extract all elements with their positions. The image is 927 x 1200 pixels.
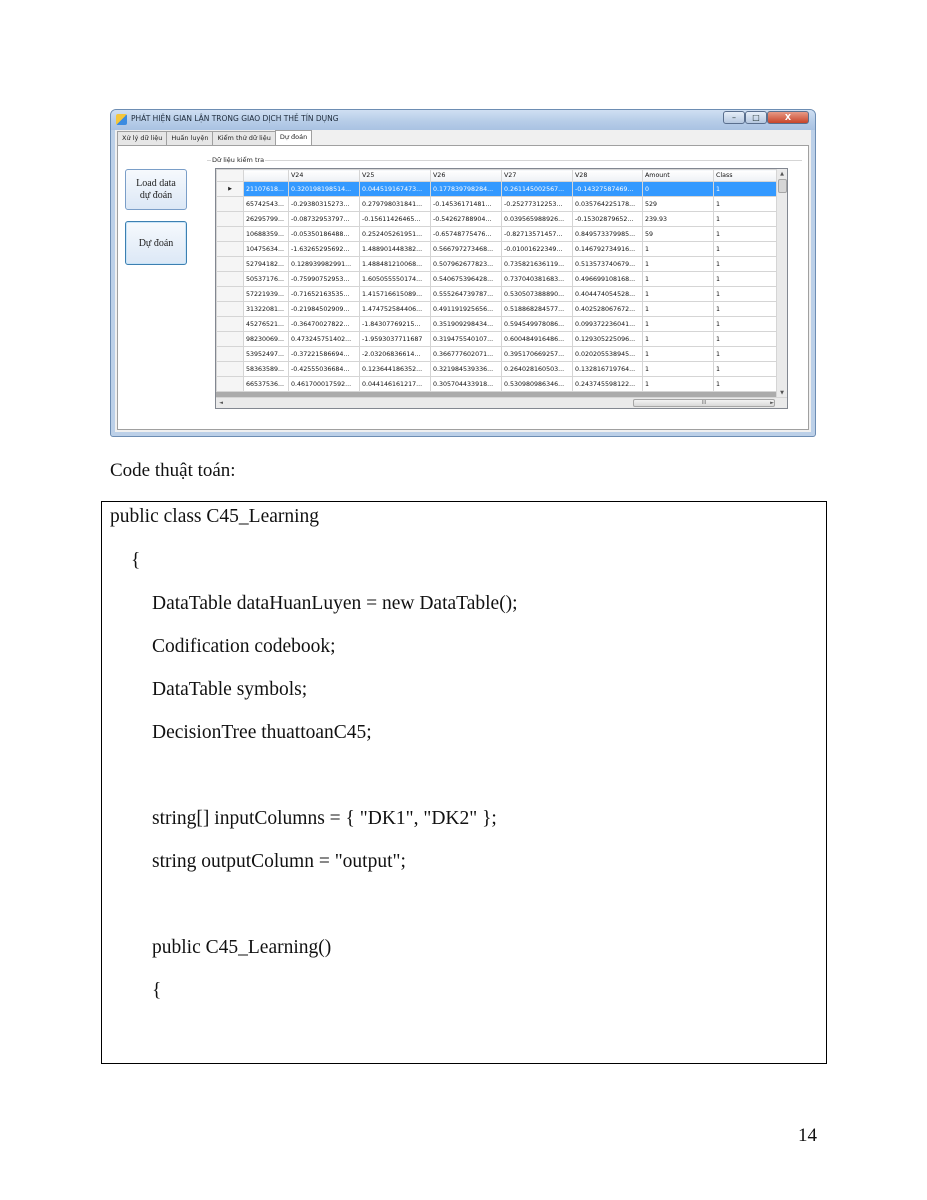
table-cell[interactable]: -0.65748775476... bbox=[431, 227, 502, 242]
code-box bbox=[101, 501, 827, 1064]
horizontal-scroll-thumb[interactable]: III bbox=[633, 399, 775, 407]
table-cell[interactable]: -0.82713571457... bbox=[502, 227, 573, 242]
column-header-class[interactable]: Class bbox=[714, 170, 784, 182]
table-cell[interactable]: -1.84307769215... bbox=[360, 317, 431, 332]
table-cell[interactable]: 65742543... bbox=[244, 197, 289, 212]
table-row[interactable] bbox=[217, 347, 784, 362]
table-cell[interactable]: 0.279798031841... bbox=[360, 197, 431, 212]
table-cell[interactable]: 0.261145002567... bbox=[502, 182, 573, 197]
code-line: { bbox=[131, 550, 141, 571]
table-cell[interactable]: 52794182... bbox=[244, 257, 289, 272]
tab-training[interactable]: Huấn luyện bbox=[166, 131, 213, 146]
table-cell[interactable]: 1 bbox=[643, 362, 714, 377]
column-header-v27[interactable]: V27 bbox=[502, 170, 573, 182]
table-cell[interactable]: 0.395170669257... bbox=[502, 347, 573, 362]
table-cell[interactable]: 0.507962677823... bbox=[431, 257, 502, 272]
maximize-button[interactable]: □ bbox=[745, 111, 767, 124]
table-cell[interactable]: -0.75990752953... bbox=[289, 272, 360, 287]
test-data-grid[interactable] bbox=[215, 168, 788, 409]
table-cell[interactable]: 59 bbox=[643, 227, 714, 242]
table-cell[interactable]: 0.491191925656... bbox=[431, 302, 502, 317]
table-cell[interactable]: 0.129305225096... bbox=[573, 332, 643, 347]
table-cell[interactable]: 0.128939982991... bbox=[289, 257, 360, 272]
code-line: string outputColumn = "output"; bbox=[152, 851, 406, 872]
scroll-right-icon[interactable]: ► bbox=[770, 400, 774, 406]
table-cell[interactable]: -0.01001622349... bbox=[502, 242, 573, 257]
table-cell[interactable]: 26295799... bbox=[244, 212, 289, 227]
table-cell[interactable]: 1 bbox=[714, 347, 784, 362]
table-cell[interactable]: -0.14327587469... bbox=[573, 182, 643, 197]
table-cell[interactable]: 1 bbox=[643, 242, 714, 257]
table-cell[interactable]: 1 bbox=[643, 272, 714, 287]
window-title: PHÁT HIỆN GIAN LẬN TRONG GIAO DỊCH THẺ TÍN DỤNG bbox=[131, 114, 339, 123]
table-cell[interactable]: 1.488481210068... bbox=[360, 257, 431, 272]
app-icon bbox=[116, 114, 127, 125]
column-header-amount[interactable]: Amount bbox=[643, 170, 714, 182]
table-cell[interactable]: 0.566797273468... bbox=[431, 242, 502, 257]
table-row[interactable] bbox=[217, 377, 784, 392]
table-cell[interactable]: 1 bbox=[643, 317, 714, 332]
tab-testing[interactable]: Kiểm thử dữ liệu bbox=[212, 131, 275, 146]
load-prediction-data-button[interactable] bbox=[125, 169, 187, 210]
code-line: public class C45_Learning bbox=[110, 506, 320, 527]
scroll-down-icon[interactable]: ▼ bbox=[780, 390, 784, 396]
table-cell[interactable]: 1 bbox=[643, 332, 714, 347]
table-cell[interactable]: 0.600484916486... bbox=[502, 332, 573, 347]
app-window-screenshot bbox=[110, 109, 816, 437]
table-cell[interactable]: 0.264028160503... bbox=[502, 362, 573, 377]
table-cell[interactable]: 0.402528067672... bbox=[573, 302, 643, 317]
table-row[interactable] bbox=[217, 332, 784, 347]
table-cell[interactable]: 239.93 bbox=[643, 212, 714, 227]
horizontal-scrollbar[interactable] bbox=[216, 397, 787, 408]
table-row[interactable] bbox=[217, 317, 784, 332]
group-border bbox=[207, 160, 802, 161]
table-row[interactable] bbox=[217, 227, 784, 242]
table-row[interactable] bbox=[217, 302, 784, 317]
table-cell[interactable]: -0.21984502909... bbox=[289, 302, 360, 317]
table-cell[interactable]: 0.252405261951... bbox=[360, 227, 431, 242]
table-row[interactable] bbox=[217, 197, 784, 212]
code-line: { bbox=[152, 980, 162, 1001]
table-cell[interactable]: -0.14536171481... bbox=[431, 197, 502, 212]
column-header-v25[interactable]: V25 bbox=[360, 170, 431, 182]
table-cell[interactable]: 45276521... bbox=[244, 317, 289, 332]
vertical-scroll-thumb[interactable] bbox=[778, 179, 787, 193]
table-cell[interactable]: 31322081... bbox=[244, 302, 289, 317]
table-cell[interactable]: 1 bbox=[714, 317, 784, 332]
load-button-line2: dự đoán bbox=[139, 189, 173, 201]
table-cell[interactable]: 1 bbox=[643, 347, 714, 362]
row-header[interactable] bbox=[217, 377, 244, 392]
table-cell[interactable]: 1 bbox=[714, 197, 784, 212]
table-cell[interactable]: 0.540675396428... bbox=[431, 272, 502, 287]
window-client-area bbox=[115, 130, 811, 432]
table-cell[interactable]: 57221939... bbox=[244, 287, 289, 302]
table-cell[interactable]: 1.605055550174... bbox=[360, 272, 431, 287]
table-cell[interactable]: 10688359... bbox=[244, 227, 289, 242]
column-header-v26[interactable]: V26 bbox=[431, 170, 502, 182]
table-cell[interactable]: -0.71652163535... bbox=[289, 287, 360, 302]
prediction-tab-page bbox=[117, 145, 809, 430]
table-row[interactable] bbox=[217, 242, 784, 257]
table-cell[interactable]: 0.518868284577... bbox=[502, 302, 573, 317]
grid-header-row bbox=[217, 170, 784, 182]
table-cell[interactable]: 98230069... bbox=[244, 332, 289, 347]
table-cell[interactable]: 0.366777602071... bbox=[431, 347, 502, 362]
table-cell[interactable]: -1.9593037711687 bbox=[360, 332, 431, 347]
table-cell[interactable]: 1 bbox=[714, 182, 784, 197]
table-cell[interactable]: 0.555264739787... bbox=[431, 287, 502, 302]
predict-button[interactable]: Dự đoán bbox=[125, 221, 187, 265]
table-cell[interactable]: -0.08732953797... bbox=[289, 212, 360, 227]
row-header[interactable] bbox=[217, 197, 244, 212]
scroll-up-icon[interactable]: ▲ bbox=[780, 171, 784, 177]
table-cell[interactable]: 0.530507388890... bbox=[502, 287, 573, 302]
table-cell[interactable]: 1 bbox=[643, 302, 714, 317]
table-cell[interactable]: 0.044519167473... bbox=[360, 182, 431, 197]
table-cell[interactable]: -0.37221586694... bbox=[289, 347, 360, 362]
row-header[interactable] bbox=[217, 302, 244, 317]
table-row[interactable] bbox=[217, 257, 784, 272]
table-row[interactable] bbox=[217, 287, 784, 302]
table-cell[interactable]: 0.321984539336... bbox=[431, 362, 502, 377]
row-header[interactable] bbox=[217, 332, 244, 347]
table-cell[interactable]: 0.496699108168... bbox=[573, 272, 643, 287]
table-cell[interactable]: 1 bbox=[714, 227, 784, 242]
row-header[interactable] bbox=[217, 257, 244, 272]
table-cell[interactable]: 0.594549978086... bbox=[502, 317, 573, 332]
test-data-group bbox=[207, 156, 802, 423]
table-cell[interactable]: -1.63265295692... bbox=[289, 242, 360, 257]
table-cell[interactable]: 1 bbox=[714, 377, 784, 392]
table-cell[interactable]: -0.15611426465... bbox=[360, 212, 431, 227]
table-cell[interactable]: -0.36470027822... bbox=[289, 317, 360, 332]
table-cell[interactable]: 0.020205538945... bbox=[573, 347, 643, 362]
tab-strip bbox=[117, 131, 311, 145]
table-cell[interactable]: 0.039565988926... bbox=[502, 212, 573, 227]
table-cell[interactable]: 0.243745598122... bbox=[573, 377, 643, 392]
table-cell[interactable]: 0.530980986346... bbox=[502, 377, 573, 392]
table-cell[interactable]: -0.54262788904... bbox=[431, 212, 502, 227]
table-cell[interactable]: 529 bbox=[643, 197, 714, 212]
table-cell[interactable]: 1 bbox=[714, 332, 784, 347]
grid-table bbox=[216, 169, 784, 392]
table-cell[interactable]: 53952497... bbox=[244, 347, 289, 362]
table-cell[interactable]: 0.099372236041... bbox=[573, 317, 643, 332]
table-cell[interactable]: 0.735821636119... bbox=[502, 257, 573, 272]
table-row[interactable] bbox=[217, 212, 784, 227]
table-cell[interactable]: -0.29380315273... bbox=[289, 197, 360, 212]
row-header[interactable] bbox=[217, 347, 244, 362]
table-cell[interactable]: -0.15302879652... bbox=[573, 212, 643, 227]
code-line: public C45_Learning() bbox=[152, 937, 332, 958]
current-row-arrow-icon[interactable]: ▶ bbox=[217, 182, 244, 197]
table-cell[interactable]: 1 bbox=[714, 362, 784, 377]
row-header[interactable] bbox=[217, 227, 244, 242]
table-row[interactable] bbox=[217, 362, 784, 377]
grid-body bbox=[217, 182, 784, 392]
code-line: DataTable dataHuanLuyen = new DataTable(); bbox=[152, 593, 518, 614]
table-cell[interactable]: 0.737040381683... bbox=[502, 272, 573, 287]
code-line: DecisionTree thuattoanC45; bbox=[152, 722, 372, 743]
row-header[interactable] bbox=[217, 317, 244, 332]
table-cell[interactable]: -0.05350186488... bbox=[289, 227, 360, 242]
table-row[interactable] bbox=[217, 272, 784, 287]
tab-data-processing[interactable]: Xử lý dữ liệu bbox=[117, 131, 167, 146]
code-line: DataTable symbols; bbox=[152, 679, 308, 700]
table-row[interactable] bbox=[217, 182, 784, 197]
tab-prediction[interactable]: Dự đoán bbox=[275, 130, 312, 146]
table-cell[interactable]: 1 bbox=[643, 287, 714, 302]
table-cell[interactable]: 0.044146161217... bbox=[360, 377, 431, 392]
column-header[interactable] bbox=[244, 170, 289, 182]
row-header-corner bbox=[217, 170, 244, 182]
table-cell[interactable]: 0.132816719764... bbox=[573, 362, 643, 377]
table-cell[interactable]: 1.474752584406... bbox=[360, 302, 431, 317]
minimize-button[interactable]: – bbox=[723, 111, 745, 124]
table-cell[interactable]: 58363589... bbox=[244, 362, 289, 377]
table-cell[interactable]: -2.03206836614... bbox=[360, 347, 431, 362]
load-button-line1: Load data bbox=[136, 177, 176, 189]
table-cell[interactable]: 0.305704433918... bbox=[431, 377, 502, 392]
table-cell[interactable]: -0.42555036684... bbox=[289, 362, 360, 377]
table-cell[interactable]: 0.319475540107... bbox=[431, 332, 502, 347]
table-cell[interactable]: 1 bbox=[714, 242, 784, 257]
table-cell[interactable]: 1 bbox=[643, 257, 714, 272]
table-cell[interactable]: 0.123644186352... bbox=[360, 362, 431, 377]
table-cell[interactable]: 1 bbox=[714, 257, 784, 272]
row-header[interactable] bbox=[217, 242, 244, 257]
table-cell[interactable]: 0.473245751402... bbox=[289, 332, 360, 347]
table-cell[interactable]: 10475634... bbox=[244, 242, 289, 257]
vertical-scrollbar[interactable] bbox=[776, 169, 787, 398]
table-cell[interactable]: 1 bbox=[714, 287, 784, 302]
row-header[interactable] bbox=[217, 212, 244, 227]
table-cell[interactable]: 0.177839798284... bbox=[431, 182, 502, 197]
table-cell[interactable]: 0.461700017592... bbox=[289, 377, 360, 392]
table-cell[interactable]: 1 bbox=[714, 302, 784, 317]
table-cell[interactable]: 0.035764225178... bbox=[573, 197, 643, 212]
table-cell[interactable]: 0.320198198514... bbox=[289, 182, 360, 197]
group-label: Dữ liệu kiểm tra bbox=[212, 156, 265, 164]
table-cell[interactable]: 0.146792734916... bbox=[573, 242, 643, 257]
table-cell[interactable]: 1.488901448382... bbox=[360, 242, 431, 257]
table-cell[interactable]: 1 bbox=[714, 212, 784, 227]
table-cell[interactable]: 21107618... bbox=[244, 182, 289, 197]
window-titlebar[interactable] bbox=[111, 110, 815, 130]
table-cell[interactable]: 1 bbox=[643, 377, 714, 392]
table-cell[interactable]: 0 bbox=[643, 182, 714, 197]
row-header[interactable] bbox=[217, 362, 244, 377]
table-cell[interactable]: 0.351909298434... bbox=[431, 317, 502, 332]
row-header[interactable] bbox=[217, 272, 244, 287]
table-cell[interactable]: 50537176... bbox=[244, 272, 289, 287]
table-cell[interactable]: 0.849573379985... bbox=[573, 227, 643, 242]
scroll-left-icon[interactable]: ◄ bbox=[219, 400, 223, 406]
section-caption: Code thuật toán: bbox=[110, 460, 236, 481]
table-cell[interactable]: 1.415716615089... bbox=[360, 287, 431, 302]
code-line: Codification codebook; bbox=[152, 636, 336, 657]
row-header[interactable] bbox=[217, 287, 244, 302]
table-cell[interactable]: 1 bbox=[714, 272, 784, 287]
table-cell[interactable]: 0.513573740679... bbox=[573, 257, 643, 272]
table-cell[interactable]: 0.404474054528... bbox=[573, 287, 643, 302]
close-button[interactable]: X bbox=[767, 111, 809, 124]
table-cell[interactable]: 66537536... bbox=[244, 377, 289, 392]
column-header-v28[interactable]: V28 bbox=[573, 170, 643, 182]
table-cell[interactable]: -0.25277312253... bbox=[502, 197, 573, 212]
column-header-v24[interactable]: V24 bbox=[289, 170, 360, 182]
code-line: string[] inputColumns = { "DK1", "DK2" }; bbox=[152, 808, 497, 829]
page-number: 14 bbox=[798, 1125, 817, 1146]
